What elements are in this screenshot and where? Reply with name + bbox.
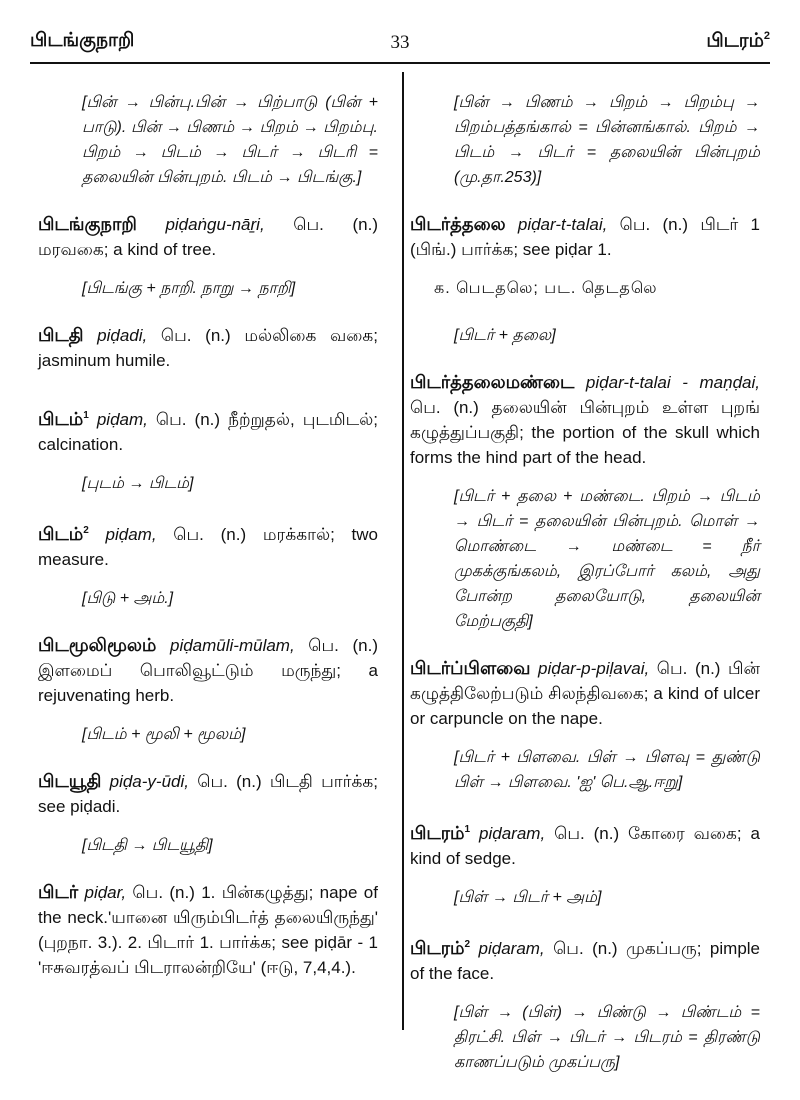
definition: பெ. (n.) தலையின் பின்புறம் உள்ள புறங் கழுத்துப்பகுதி; the portion of the skull which forms the hind part of the head. xyxy=(410,398,760,467)
transliteration: piḍadi, xyxy=(97,326,148,345)
definition: பெ. (n.) மல்லிகை வகை; jasminum humile. xyxy=(38,326,378,370)
cognates: க. பெடதலெ; பட. தெடதலெ xyxy=(434,280,658,297)
page-number: 33 xyxy=(390,32,410,53)
entry xyxy=(38,633,378,708)
column-divider xyxy=(402,72,404,1030)
entry xyxy=(410,932,760,986)
etymology-continued: [பின் → பின்பு.பின் → பிற்பாடு (பின் + பாடு). பின் → பிணம் → பிறம் → பிறம்பு. பிறம் → பிடம் → பிடர் → பிடரி = தலையின் பின்புறம். பிடம் → பிடங்கு.] xyxy=(82,94,378,186)
definition: பெ. (n.) பின் கழுத்திலேற்படும் சிலந்திவகை; a kind of ulcer or carpuncle on the nape. xyxy=(410,659,760,728)
headword: பிடதி xyxy=(38,325,84,345)
transliteration: piḍar-t-talai, xyxy=(517,215,608,234)
entry xyxy=(410,656,760,731)
definition: பெ. (n.) கோரை வகை; a kind of sedge. xyxy=(410,824,760,868)
etymology: [பிடர் + தலை + மண்டை. பிறம் → பிடம் → பிடர் = தலையின் பின்புறம். மொள் → மொண்டை → மண்டை = நீர் முகக்குங்கலம், இரப்போர் கலம், அது போன்ற தலையோடு, தலையின் மேற்பகுதி] xyxy=(454,488,760,630)
entry xyxy=(410,212,760,262)
headword: பிடர் xyxy=(38,882,79,902)
etymology: [பிடர் + தலை] xyxy=(454,327,556,344)
headword: பிடரம்$^2$ xyxy=(410,938,471,958)
left-column xyxy=(38,82,378,994)
definition: பெ. (n.) பிடர் 1 (பிங்.) பார்க்க; see piḍar 1. xyxy=(410,215,760,259)
etymology: [பிடர் + பிளவை. பிள் → பிளவு = துண்டு பிள் → பிளவை. 'ஐ' பெ.ஆ.ஈறு] xyxy=(454,749,760,791)
entry xyxy=(38,403,378,457)
etymology: [பிள் → (பிள்) → பிண்டு → பிண்டம் = திரட்சி. பிள் → பிடர் → பிடரம் = திரண்டு காணப்படும் முகப்பரு] xyxy=(454,1004,760,1071)
definition: பெ. (n.) 1. பின்கழுத்து; nape of the neck.'யானை யிரும்பிடர்த் தலையிருந்து' (புறநா. 3.). 2. பிடார் 1. பார்க்க; see piḍār - 1 'ஈசுவரத்வப் பிடராலன்றியே' (ஈடு, 7,4,4.). xyxy=(38,883,378,977)
definition: பெ. (n.) நீற்றுதல், புடமிடல்; calcination. xyxy=(38,410,378,454)
etymology: [பிடதி → பிடயூதி] xyxy=(82,837,213,854)
headword: பிடங்குநாறி xyxy=(38,214,137,234)
headword: பிடரம்$^1$ xyxy=(410,823,471,843)
definition: பெ. (n.) முகப்பரு; pimple of the face. xyxy=(410,939,760,983)
etymology: [பிடு + அம்.] xyxy=(82,590,174,607)
headword: பிடம்$^2$ xyxy=(38,524,89,544)
right-column xyxy=(410,82,760,1097)
headword: பிடயூதி xyxy=(38,771,102,791)
definition: பெ. (n.) பிடதி பார்க்க; see piḍadi. xyxy=(38,772,378,816)
transliteration: piḍamūli-mūlam, xyxy=(169,636,295,655)
transliteration: piḍam, xyxy=(105,525,157,544)
entry xyxy=(38,323,378,373)
etymology: [பிடங்கு + நாறி. நாறு → நாறி] xyxy=(82,280,296,297)
headword: பிடர்த்தலைமண்டை xyxy=(410,372,575,392)
transliteration: piḍar-t-talai - maṇḍai, xyxy=(585,373,760,392)
transliteration: piḍa-y-ūdi, xyxy=(109,772,189,791)
headword: பிடர்ப்பிளவை xyxy=(410,658,531,678)
transliteration: piḍar-p-piḷavai, xyxy=(538,659,650,678)
etymology: [பிடம் + மூலி + மூலம்] xyxy=(82,726,246,743)
entry xyxy=(38,880,378,980)
entry xyxy=(38,212,378,262)
entry xyxy=(38,518,378,572)
header-left-guide-word: பிடங்குநாறி xyxy=(30,30,135,51)
transliteration: piḍaram, xyxy=(478,939,545,958)
transliteration: piḍam, xyxy=(96,410,148,429)
transliteration: piḍaṅgu-nāṟi, xyxy=(165,215,265,234)
transliteration: piḍaram, xyxy=(479,824,546,843)
headword: பிடம்$^1$ xyxy=(38,409,89,429)
etymology-continued: [பின் → பிணம் → பிறம் → பிறம்பு → பிறம்பத்தங்கால் = பின்னங்கால். பிறம் → பிடம் → பிடர் = தலையின் பின்புறம் (மு.தா.253)] xyxy=(454,94,760,186)
page-header xyxy=(30,30,770,60)
entry xyxy=(410,817,760,871)
headword: பிடர்த்தலை xyxy=(410,214,506,234)
transliteration: piḍar, xyxy=(84,883,127,902)
header-right-guide-word: பிடரம்$^2$ xyxy=(706,30,770,52)
headword: பிடமூலிமூலம் xyxy=(38,635,157,655)
definition: பெ. (n.) இளமைப் பொலிவூட்டும் மருந்து; a rejuvenating herb. xyxy=(38,636,378,705)
definition: பெ. (n.) மரக்கால்; two measure. xyxy=(38,525,378,569)
entry xyxy=(410,370,760,470)
etymology: [புடம் → பிடம்] xyxy=(82,475,194,492)
header-rule xyxy=(30,62,770,64)
definition: பெ. (n.) மரவகை; a kind of tree. xyxy=(38,215,378,259)
entry xyxy=(38,769,378,819)
etymology: [பிள் → பிடர் + அம்] xyxy=(454,889,602,906)
